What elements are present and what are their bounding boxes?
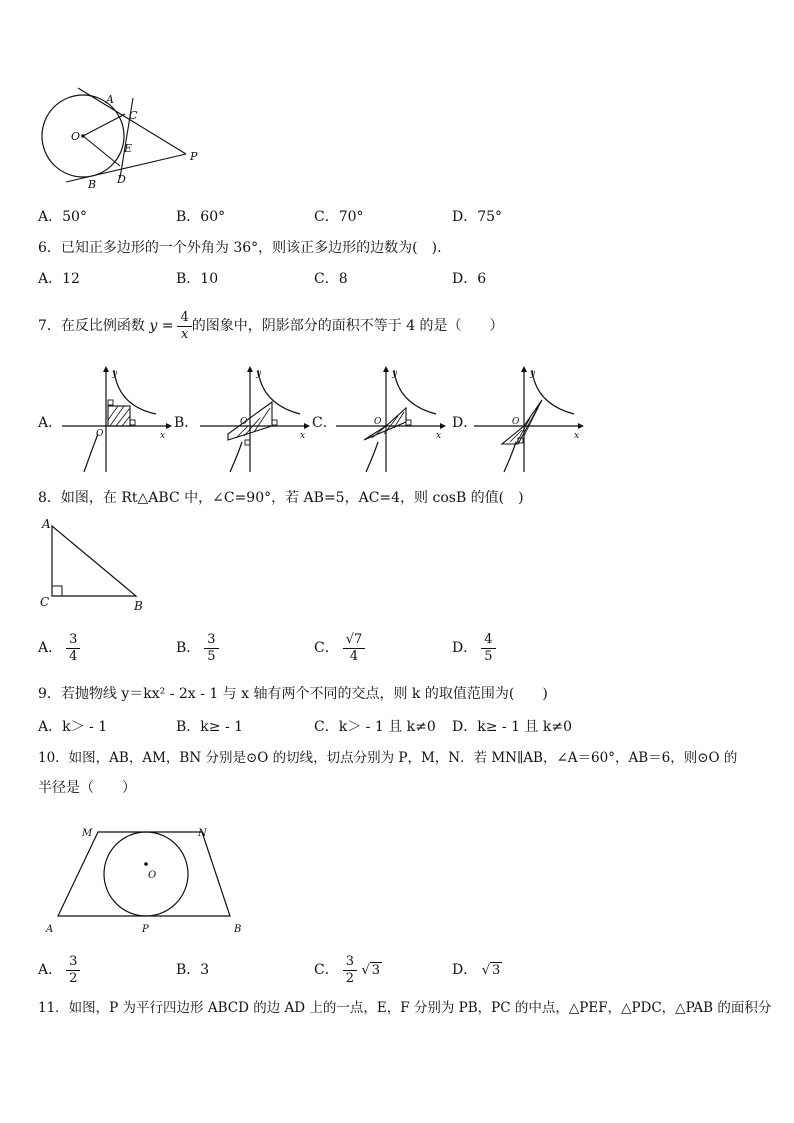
q5-option-d: D．75° (452, 209, 503, 225)
q10-stem-line1: 10．如图，AB，AM，BN 分别是⊙O 的切线，切点分别为 P，M，N．若 MN∥AB，∠A＝60°，AB＝6，则⊙O 的 (38, 750, 738, 766)
svg-text:C: C (40, 595, 50, 609)
q8-stem: 8．如图，在 Rt△ABC 中，∠C=90°，若 AB=5，AC=4，则 cosB 的值( ) (38, 490, 524, 506)
svg-text:A: A (46, 924, 54, 935)
q9-option-d: D．k≥ - 1 且 k≠0 (452, 719, 573, 735)
q6-option-b: B．10 (176, 271, 219, 287)
q5-label-d: D (117, 173, 126, 186)
q7-letter-c: C． (312, 415, 337, 431)
svg-text:y: y (392, 369, 398, 379)
q5-label-b: B (88, 178, 97, 191)
svg-text:y: y (112, 369, 118, 379)
q7-letter-d: D． (452, 415, 478, 431)
q6-options (38, 268, 738, 292)
q5-tangent-pb (66, 154, 186, 182)
svg-text:y: y (256, 369, 262, 379)
q9-stem: 9．若抛物线 y＝kx² - 2x - 1 与 x 轴有两个不同的交点，则 k 的取值范围为( ) (38, 686, 548, 702)
q10-option-a: A． $\frac{3}{2}$ (38, 950, 80, 990)
svg-text:x: x (300, 431, 306, 441)
q11-stem: 11．如图，P 为平行四边形 ABCD 的边 AD 上的一点，E，F 分别为 PB，PC 的中点，△PEF，△PDC，△PAB 的面积分 (38, 1000, 772, 1016)
svg-text:B: B (234, 924, 242, 935)
svg-text:O: O (374, 417, 382, 427)
q6-option-c: C．8 (314, 271, 348, 287)
q5-option-c: C．70° (314, 209, 364, 225)
q5-options (38, 206, 738, 230)
svg-text:O: O (240, 417, 248, 427)
q7-graph-d (474, 364, 584, 474)
q8-option-d: D． $\frac{4}{5}$ (452, 628, 496, 668)
svg-text:N: N (198, 828, 207, 839)
svg-text:x: x (160, 431, 166, 441)
q5-label-o: O (71, 130, 81, 143)
q5-figure (36, 86, 206, 194)
q9-option-a: A．k＞ - 1 (38, 719, 108, 735)
svg-text:y: y (530, 369, 536, 379)
svg-text:B: B (134, 599, 143, 613)
q7-fraction: $\frac{4}{x}$ (177, 310, 191, 343)
q5-radius-od (83, 136, 120, 166)
svg-text:x: x (574, 431, 580, 441)
svg-text:M: M (82, 828, 93, 839)
q8-options (38, 628, 738, 668)
svg-text:O: O (148, 870, 157, 881)
svg-text:P: P (142, 924, 149, 935)
q10-option-b: B．3 (176, 962, 210, 978)
q10-options (38, 950, 738, 990)
svg-text:A: A (42, 517, 51, 531)
q5-label-e: E (124, 142, 133, 155)
q5-label-a: A (106, 93, 114, 106)
q8-option-b: B． $\frac{3}{5}$ (176, 628, 219, 668)
q10-trapezoid-figure (40, 820, 250, 938)
q8-triangle-figure (38, 514, 158, 616)
q7-letter-a: A． (38, 415, 63, 431)
q8-option-c: C． $\frac{√7}{4}$ (314, 628, 365, 668)
q5-radius-oc (83, 114, 125, 136)
q9-option-c: C．k＞ - 1 且 k≠0 (314, 719, 436, 735)
q5-option-a: A．50° (38, 209, 87, 225)
q6-option-d: D．6 (452, 271, 487, 287)
svg-text:O: O (96, 429, 104, 439)
q7-graph-c (336, 364, 446, 474)
q5-label-c: C (129, 109, 138, 122)
q10-option-c: C． $\frac{3}{2}$ √ 3 (314, 953, 381, 986)
q9-options (38, 716, 738, 740)
svg-text:x: x (436, 431, 442, 441)
q5-label-p: P (190, 150, 198, 163)
q6-stem: 6．已知正多边形的一个外角为 36°，则该正多边形的边数为( ). (38, 240, 442, 256)
q5-option-b: B．60° (176, 209, 226, 225)
q7-graph-b (200, 364, 310, 474)
q6-option-a: A．12 (38, 271, 80, 287)
svg-text:O: O (512, 417, 520, 427)
q7-stem: 7．在反比例函数 y = $\frac{4}{x}$ 的图象中，阴影部分的面积不等于 4 的是（ ） (38, 309, 504, 342)
q7-graph-a (62, 364, 172, 474)
q8-option-a: A． $\frac{3}{4}$ (38, 628, 80, 668)
q7-letter-b: B． (174, 415, 199, 431)
q10-stem-line2: 半径是（ ） (38, 780, 136, 796)
q10-option-d: D． √ 3 (452, 962, 501, 978)
q9-option-b: B．k≥ - 1 (176, 719, 244, 735)
